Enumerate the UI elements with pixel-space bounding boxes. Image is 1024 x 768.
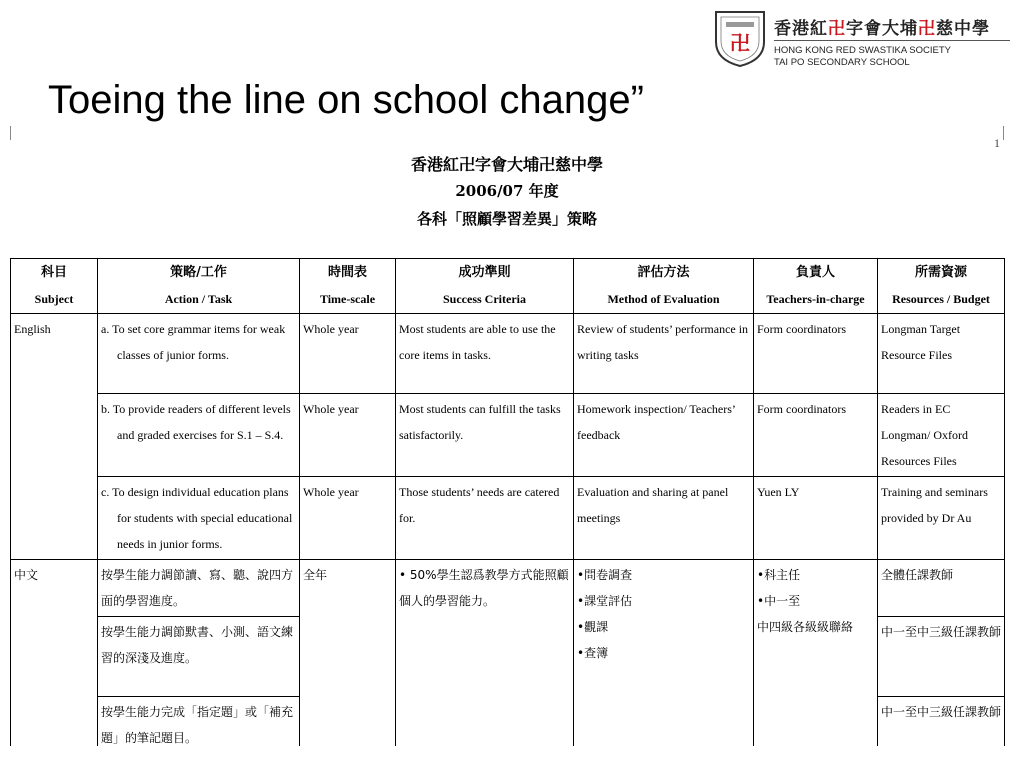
evaluation-cell: Homework inspection/ Teachers’ feedback [574,394,754,477]
resources-cell: 中一至中三級任課教師 [878,617,1005,697]
column-header: 負責人 Teachers-in-charge [754,259,878,314]
teachers-cell: Form coordinators [754,314,878,394]
document-scan [8,126,1006,746]
table-row [11,477,1005,560]
resources-cell: Longman Target Resource Files [878,314,1005,394]
column-header: 時間表 Time-scale [300,259,396,314]
teachers-cell: Yuen LY [754,477,878,560]
time-cell: Whole year [300,477,396,560]
time-cell: Whole year [300,314,396,394]
school-crest-icon [712,8,768,68]
school-name-en-line1: HONG KONG RED SWASTIKA SOCIETY [774,45,952,56]
crop-mark [10,126,11,140]
resources-cell: Readers in EC Longman/ Oxford Resources Files [878,394,1005,477]
criteria-cell: • 50%學生認爲教學方式能照顧個人的學習能力。 [396,560,574,747]
subject-cell: English [11,314,98,560]
evaluation-cell: Review of students’ performance in writing tasks [574,314,754,394]
column-header: 評估方法 Method of Evaluation [574,259,754,314]
resources-cell: 全體任課教師 [878,560,1005,617]
strategy-table [10,258,1005,746]
criteria-cell: Most students can fulfill the tasks satisfactorily. [396,394,574,477]
page-number: 1 [994,136,1000,150]
table-row [11,394,1005,477]
column-header: 科目 Subject [11,259,98,314]
school-name-en-line2: TAI PO SECONDARY SCHOOL [774,57,910,68]
task-cell: 按學生能力調節讀、寫、聽、說四方面的學習進度。 [98,560,300,617]
task-cell: 按學生能力完成「指定題」或「補充題」的筆記題目。 [98,697,300,747]
crest-glyph: 卍 [730,31,750,55]
criteria-cell: Most students are able to use the core items in tasks. [396,314,574,394]
task-cell: b. To provide readers of different levels and graded exercises for S.1 – S.4. [98,394,300,477]
document-heading-topic: 各科「照顧學習差異」策略 [416,210,597,228]
school-logo [712,8,1012,70]
task-cell: 按學生能力調節默書、小測、語文練習的深淺及進度。 [98,617,300,697]
document-heading-school: 香港紅卍字會大埔卍慈中學 [410,155,603,174]
table-header-row [11,259,1005,314]
evaluation-cell: •問卷調查 •課堂評估 •觀課 •查簿 [574,560,754,747]
column-header: 所需資源 Resources / Budget [878,259,1005,314]
task-cell: a. To set core grammar items for weak classes of junior forms. [98,314,300,394]
column-header: 成功準則 Success Criteria [396,259,574,314]
time-cell: Whole year [300,394,396,477]
school-name-zh: 香港紅卍字會大埔卍慈中學 [774,19,990,39]
table-row [11,560,1005,617]
evaluation-cell: Evaluation and sharing at panel meetings [574,477,754,560]
teachers-cell: •科主任 •中一至 中四級各級級聯絡 [754,560,878,747]
teachers-cell: Form coordinators [754,394,878,477]
slide-title: Toeing the line on school change” [48,78,644,122]
resources-cell: Training and seminars provided by Dr Au [878,477,1005,560]
task-cell: c. To design individual education plans for students with special educational needs in junior forms. [98,477,300,560]
column-header: 策略/工作 Action / Task [98,259,300,314]
subject-cell: 中文 [11,560,98,747]
logo-divider [774,40,1010,41]
document-heading-year: 2006/07 年度 [455,182,559,200]
criteria-cell: Those students’ needs are catered for. [396,477,574,560]
table-row [11,314,1005,394]
resources-cell: 中一至中三級任課教師 [878,697,1005,747]
time-cell: 全年 [300,560,396,747]
crop-mark [1003,126,1004,140]
